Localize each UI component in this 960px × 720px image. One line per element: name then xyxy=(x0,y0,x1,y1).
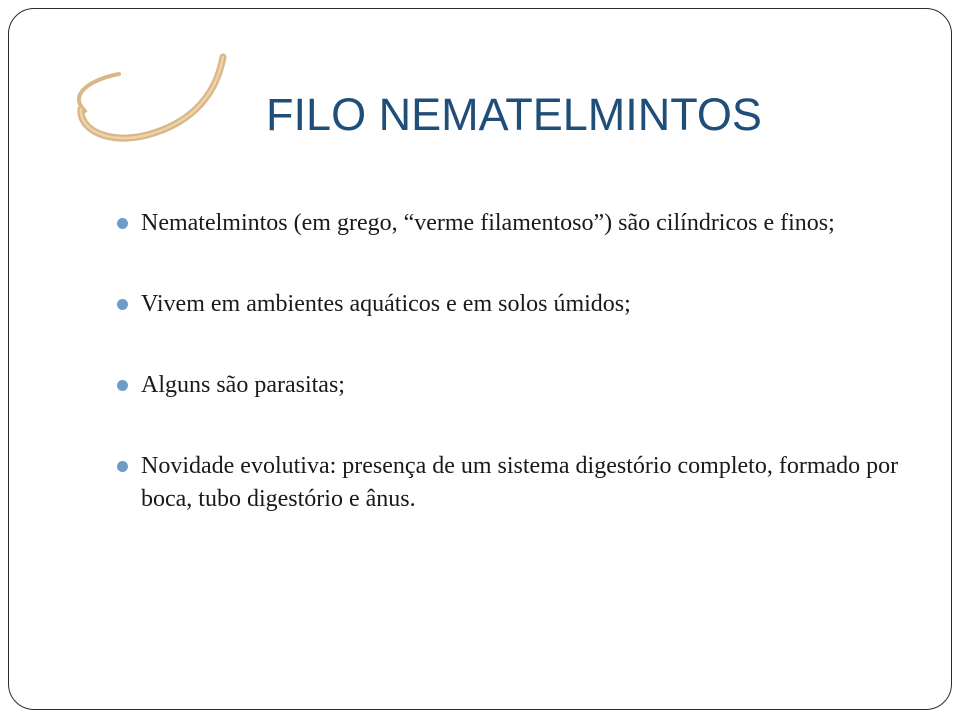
bullet-text: Novidade evolutiva: presença de um sistema digestório completo, formado por boca, tubo digestório e ânus. xyxy=(141,453,899,512)
list-item xyxy=(113,369,913,402)
list-item xyxy=(113,288,913,321)
bullet-icon xyxy=(117,461,128,472)
slide-title: FILO NEMATELMINTOS xyxy=(266,89,762,140)
list-item xyxy=(113,450,913,516)
slide xyxy=(8,8,952,710)
bullet-text: Vivem em ambientes aquáticos e em solos úmidos; xyxy=(141,291,631,317)
bullet-text: Nematelmintos (em grego, “verme filamentoso”) são cilíndricos e finos; xyxy=(141,210,835,236)
bullet-icon xyxy=(117,218,128,229)
list-item xyxy=(113,207,913,240)
bullet-list xyxy=(113,207,913,564)
bullet-text: Alguns são parasitas; xyxy=(141,372,345,398)
bullet-icon xyxy=(117,380,128,391)
bullet-icon xyxy=(117,299,128,310)
